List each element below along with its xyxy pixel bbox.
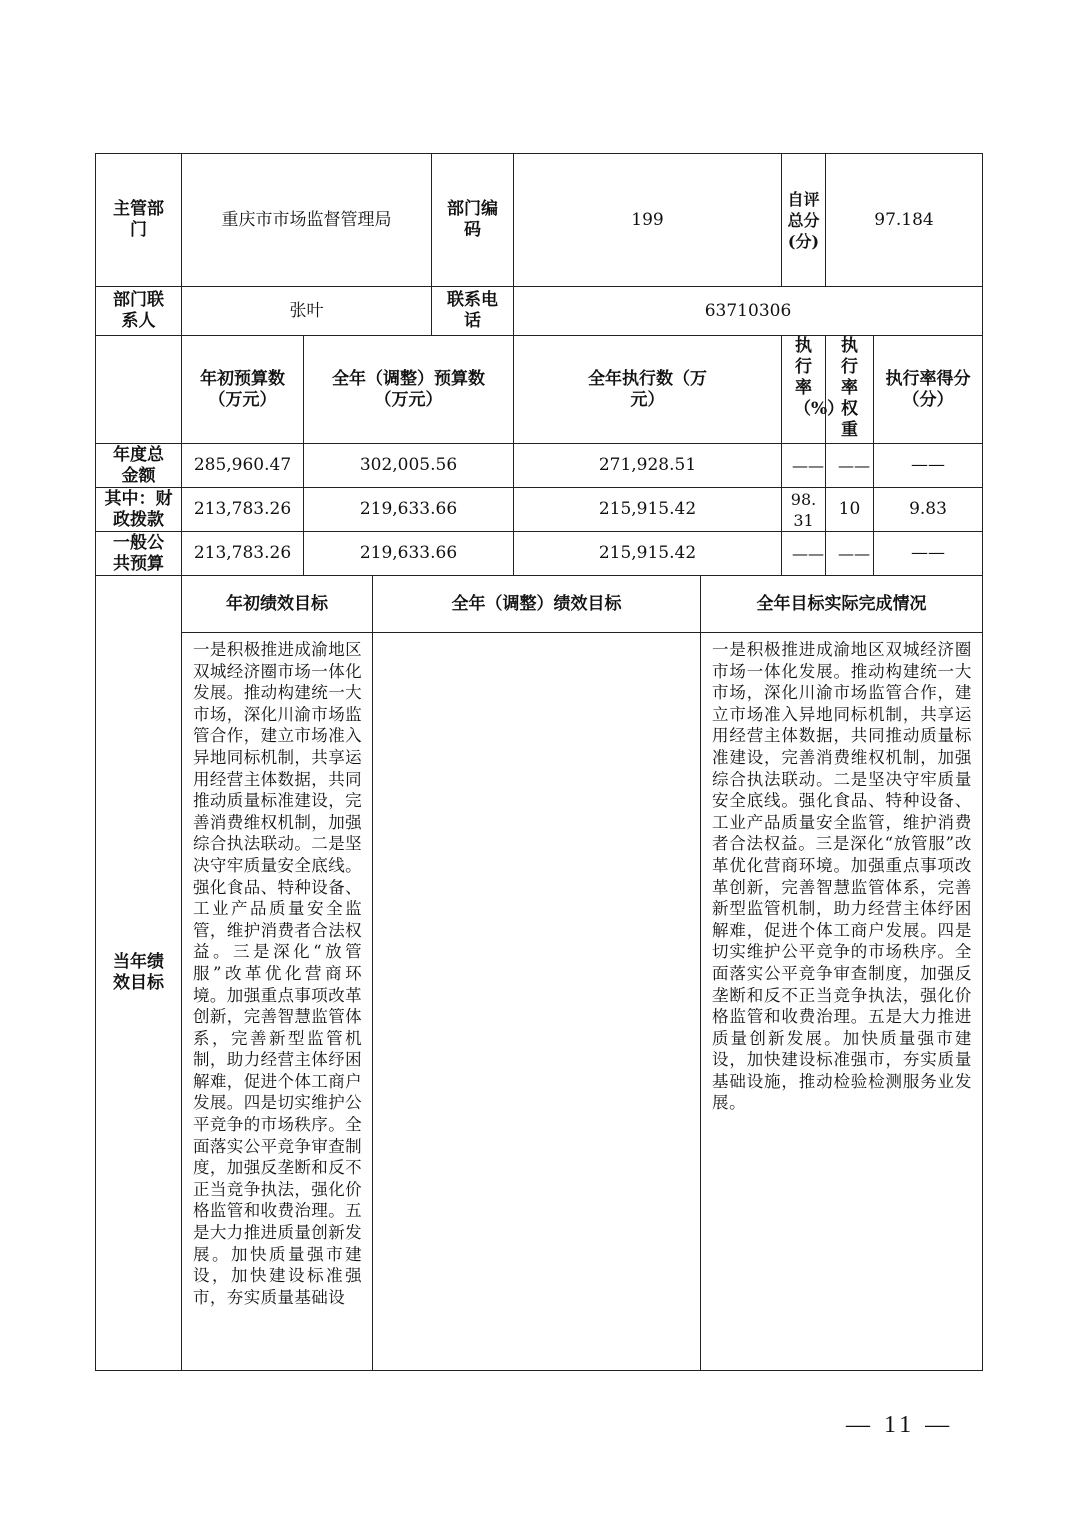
budget-header-blank — [96, 336, 182, 444]
row-executed: 215,915.42 — [514, 532, 782, 576]
row-initial: 213,783.26 — [182, 532, 304, 576]
budget-row — [96, 444, 983, 488]
row-weight: 10 — [826, 488, 874, 532]
row-score: 9.83 — [874, 488, 983, 532]
row-score: —— — [874, 444, 983, 488]
dept-row — [96, 154, 983, 287]
contact-row — [96, 287, 983, 336]
row-weight: —— — [826, 444, 874, 488]
dept-value: 重庆市市场监督管理局 — [182, 154, 432, 287]
col-weight: 执行率权重 — [826, 336, 874, 444]
col-initial-goal: 年初绩效目标 — [182, 576, 373, 633]
row-executed: 215,915.42 — [514, 488, 782, 532]
col-score: 执行率得分 （分） — [874, 336, 983, 444]
goals-body-row — [96, 633, 983, 1371]
row-label: 一般公共预算 — [96, 532, 182, 576]
col-adjusted-budget: 全年（调整）预算数（万元） — [304, 336, 514, 444]
budget-row — [96, 488, 983, 532]
page-number: — 11 — — [846, 1412, 954, 1438]
contact-label: 部门联系人 — [96, 287, 182, 336]
budget-table — [95, 153, 983, 576]
col-initial-budget: 年初预算数（万元） — [182, 336, 304, 444]
goals-section-label: 当年绩效目标 — [96, 576, 182, 1371]
row-score: —— — [874, 532, 983, 576]
budget-header-row — [96, 336, 983, 444]
phone-value: 63710306 — [514, 287, 983, 336]
score-label: 自评总分(分) — [782, 154, 826, 287]
row-adjusted: 219,633.66 — [304, 532, 514, 576]
row-rate: 98.31 — [782, 488, 826, 532]
row-initial: 285,960.47 — [182, 444, 304, 488]
code-value: 199 — [514, 154, 782, 287]
adjusted-goal-text — [373, 633, 701, 1371]
row-initial: 213,783.26 — [182, 488, 304, 532]
budget-row — [96, 532, 983, 576]
contact-value: 张叶 — [182, 287, 432, 336]
col-executed: 全年执行数（万元） — [514, 336, 782, 444]
row-executed: 271,928.51 — [514, 444, 782, 488]
initial-goal-text: 一是积极推进成渝地区双城经济圈市场一体化发展。推动构建统一大市场，深化川渝市场监管合作，建立市场准入异地同标机制，共享运用经营主体数据，共同推动质量标准建设，完善消费维权机制，加强综合执法联动。二是坚决守牢质量安全底线。强化食品、特种设备、工业产品质量安全监管，维护消费者合法权益。三是深化“放管服”改革优化营商环境。加强重点事项改革创新，完善智慧监管体系，完善新型监管机制，助力经营主体纾困解难，促进个体工商户发展。四是切实维护公平竞争的市场秩序。全面落实公平竞争审查制度，加强反垄断和反不正当竞争执法，强化价格监管和收费治理。五是大力推进质量创新发展。加快质量强市建设，加快建设标准强市，夯实质量基础设 — [182, 633, 373, 1371]
actual-result-text: 一是积极推进成渝地区双城经济圈市场一体化发展。推动构建统一大市场，深化川渝市场监管合作，建立市场准入异地同标机制，共享运用经营主体数据，共同推动质量标准建设，完善消费维权机制，加强综合执法联动。二是坚决守牢质量安全底线。强化食品、特种设备、工业产品质量安全监管，维护消费者合法权益。三是深化“放管服”改革优化营商环境。加强重点事项改革创新，完善智慧监管体系，完善新型监管机制，助力经营主体纾困解难，促进个体工商户发展。四是切实维护公平竞争的市场秩序。全面落实公平竞争审查制度，加强反垄断和反不正当竞争执法，强化价格监管和收费治理。五是大力推进质量创新发展。加快质量强市建设，加快建设标准强市，夯实质量基础设施，推动检验检测服务业发展。 — [701, 633, 983, 1371]
row-rate: —— — [782, 532, 826, 576]
col-adjusted-goal: 全年（调整）绩效目标 — [373, 576, 701, 633]
row-adjusted: 219,633.66 — [304, 488, 514, 532]
dept-label: 主管部门 — [96, 154, 182, 287]
col-rate: 执行率（%） — [782, 336, 826, 444]
score-value: 97.184 — [826, 154, 983, 287]
phone-label: 联系电话 — [432, 287, 514, 336]
row-adjusted: 302,005.56 — [304, 444, 514, 488]
row-label: 年度总金额 — [96, 444, 182, 488]
code-label: 部门编码 — [432, 154, 514, 287]
row-rate: —— — [782, 444, 826, 488]
row-label: 其中：财政拨款 — [96, 488, 182, 532]
col-actual: 全年目标实际完成情况 — [701, 576, 983, 633]
goals-header-row — [96, 576, 983, 633]
goals-table — [95, 575, 983, 1371]
row-weight: —— — [826, 532, 874, 576]
